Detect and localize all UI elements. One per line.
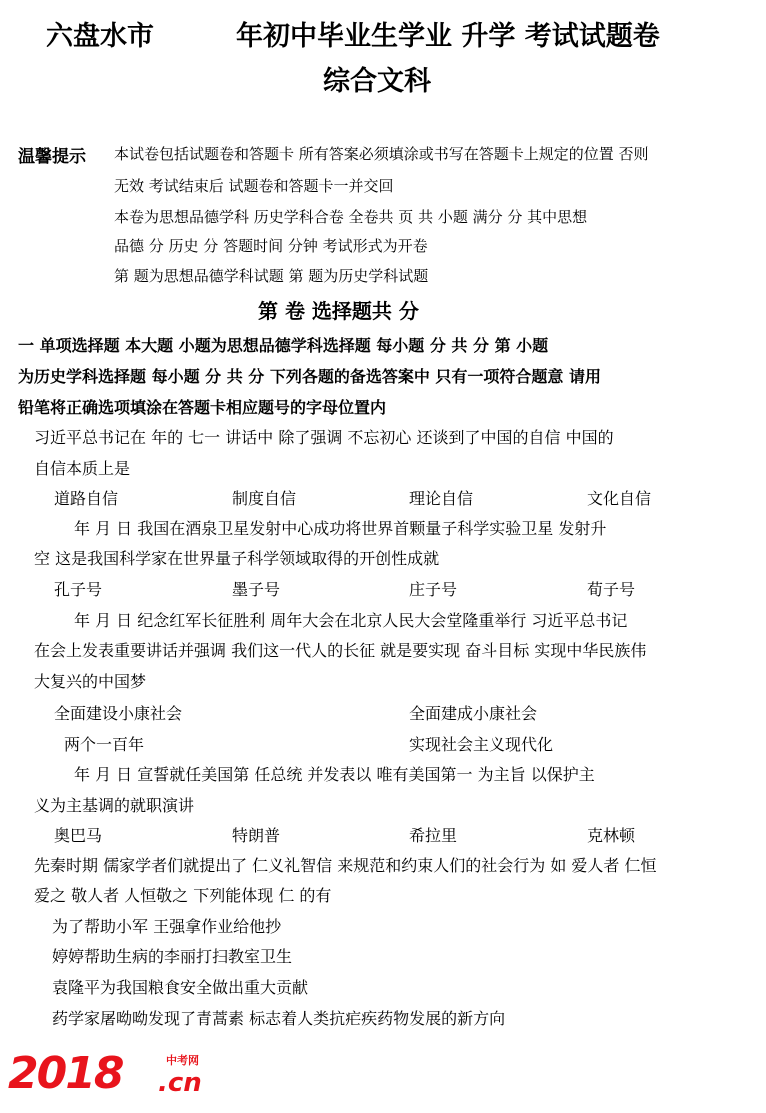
question-line: 年 月 日 纪念红军长征胜利 周年大会在北京人民大会堂隆重举行 习近平总书记 xyxy=(74,611,628,630)
title-exam: 年初中毕业生学业 升学 考试试题卷 xyxy=(236,21,660,52)
option-a: 为了帮助小军 王强拿作业给他抄 xyxy=(52,917,282,936)
question-line: 义为主基调的就职演讲 xyxy=(34,796,195,815)
question-line: 年 月 日 宣誓就任美国第 任总统 并发表以 唯有美国第一 为主旨 以保护主 xyxy=(74,765,595,784)
question-line: 先秦时期 儒家学者们就提出了 仁义礼智信 来规范和约束人们的社会行为 如 爱人者 仁恒 xyxy=(34,856,657,875)
question-line: 自信本质上是 xyxy=(34,459,131,478)
section-title: 第 卷 选择题共 分 xyxy=(258,299,419,323)
question-line: 大复兴的中国梦 xyxy=(34,672,147,691)
instruction-line: 为历史学科选择题 每小题 分 共 分 下列各题的备选答案中 只有一项符合题意 请用 xyxy=(18,367,601,386)
logo-suffix: .cn xyxy=(158,1068,202,1098)
tips-line: 本卷为思想品德学科 历史学科合卷 全卷共 页 共 小题 满分 分 其中思想 xyxy=(114,208,588,226)
tips-line: 无效 考试结束后 试题卷和答题卡一并交回 xyxy=(114,177,394,195)
tips-label: 温馨提示 xyxy=(18,147,86,167)
option-c: 理论自信 xyxy=(409,489,474,508)
option-a: 奥巴马 xyxy=(54,826,103,845)
option-c: 庄子号 xyxy=(409,580,458,599)
option-a: 孔子号 xyxy=(54,580,103,599)
logo-number: 2018 xyxy=(8,1048,123,1099)
tips-line: 品德 分 历史 分 答题时间 分钟 考试形式为开卷 xyxy=(114,237,428,255)
option-b: 婷婷帮助生病的李丽打扫教室卫生 xyxy=(52,947,293,966)
option-b: 全面建成小康社会 xyxy=(409,704,538,723)
tips-line: 本试卷包括试题卷和答题卡 所有答案必须填涂或书写在答题卡上规定的位置 否则 xyxy=(114,145,649,163)
question-line: 习近平总书记在 年的 七一 讲话中 除了强调 不忘初心 还谈到了中国的自信 中国的 xyxy=(34,428,614,447)
logo-small-text: 中考网 xyxy=(166,1054,199,1067)
option-b: 制度自信 xyxy=(232,489,297,508)
tips-line: 第 题为思想品德学科试题 第 题为历史学科试题 xyxy=(114,267,429,285)
option-d: 药学家屠呦呦发现了青蒿素 标志着人类抗疟疾药物发展的新方向 xyxy=(52,1009,506,1028)
instruction-line: 铅笔将正确选项填涂在答题卡相应题号的字母位置内 xyxy=(18,398,387,417)
option-d: 克林顿 xyxy=(587,826,636,845)
question-line: 在会上发表重要讲话并强调 我们这一代人的长征 就是要实现 奋斗目标 实现中华民族伟 xyxy=(34,641,647,660)
subtitle: 综合文科 xyxy=(323,66,431,97)
option-d: 文化自信 xyxy=(587,489,652,508)
option-a: 道路自信 xyxy=(54,489,119,508)
question-line: 空 这是我国科学家在世界量子科学领域取得的开创性成就 xyxy=(34,549,440,568)
option-d: 荀子号 xyxy=(587,580,636,599)
title-city: 六盘水市 xyxy=(46,21,154,52)
option-c: 希拉里 xyxy=(409,826,458,845)
option-c: 两个一百年 xyxy=(64,735,145,754)
instruction-line: 一 单项选择题 本大题 小题为思想品德学科选择题 每小题 分 共 分 第 小题 xyxy=(18,336,549,355)
site-logo xyxy=(8,1044,208,1104)
option-b: 墨子号 xyxy=(232,580,281,599)
option-b: 特朗普 xyxy=(232,826,281,845)
option-a: 全面建设小康社会 xyxy=(54,704,183,723)
option-d: 实现社会主义现代化 xyxy=(409,735,554,754)
option-c: 袁隆平为我国粮食安全做出重大贡献 xyxy=(52,978,309,997)
question-line: 爱之 敬人者 人恒敬之 下列能体现 仁 的有 xyxy=(34,886,332,905)
question-line: 年 月 日 我国在酒泉卫星发射中心成功将世界首颗量子科学实验卫星 发射升 xyxy=(74,519,607,538)
